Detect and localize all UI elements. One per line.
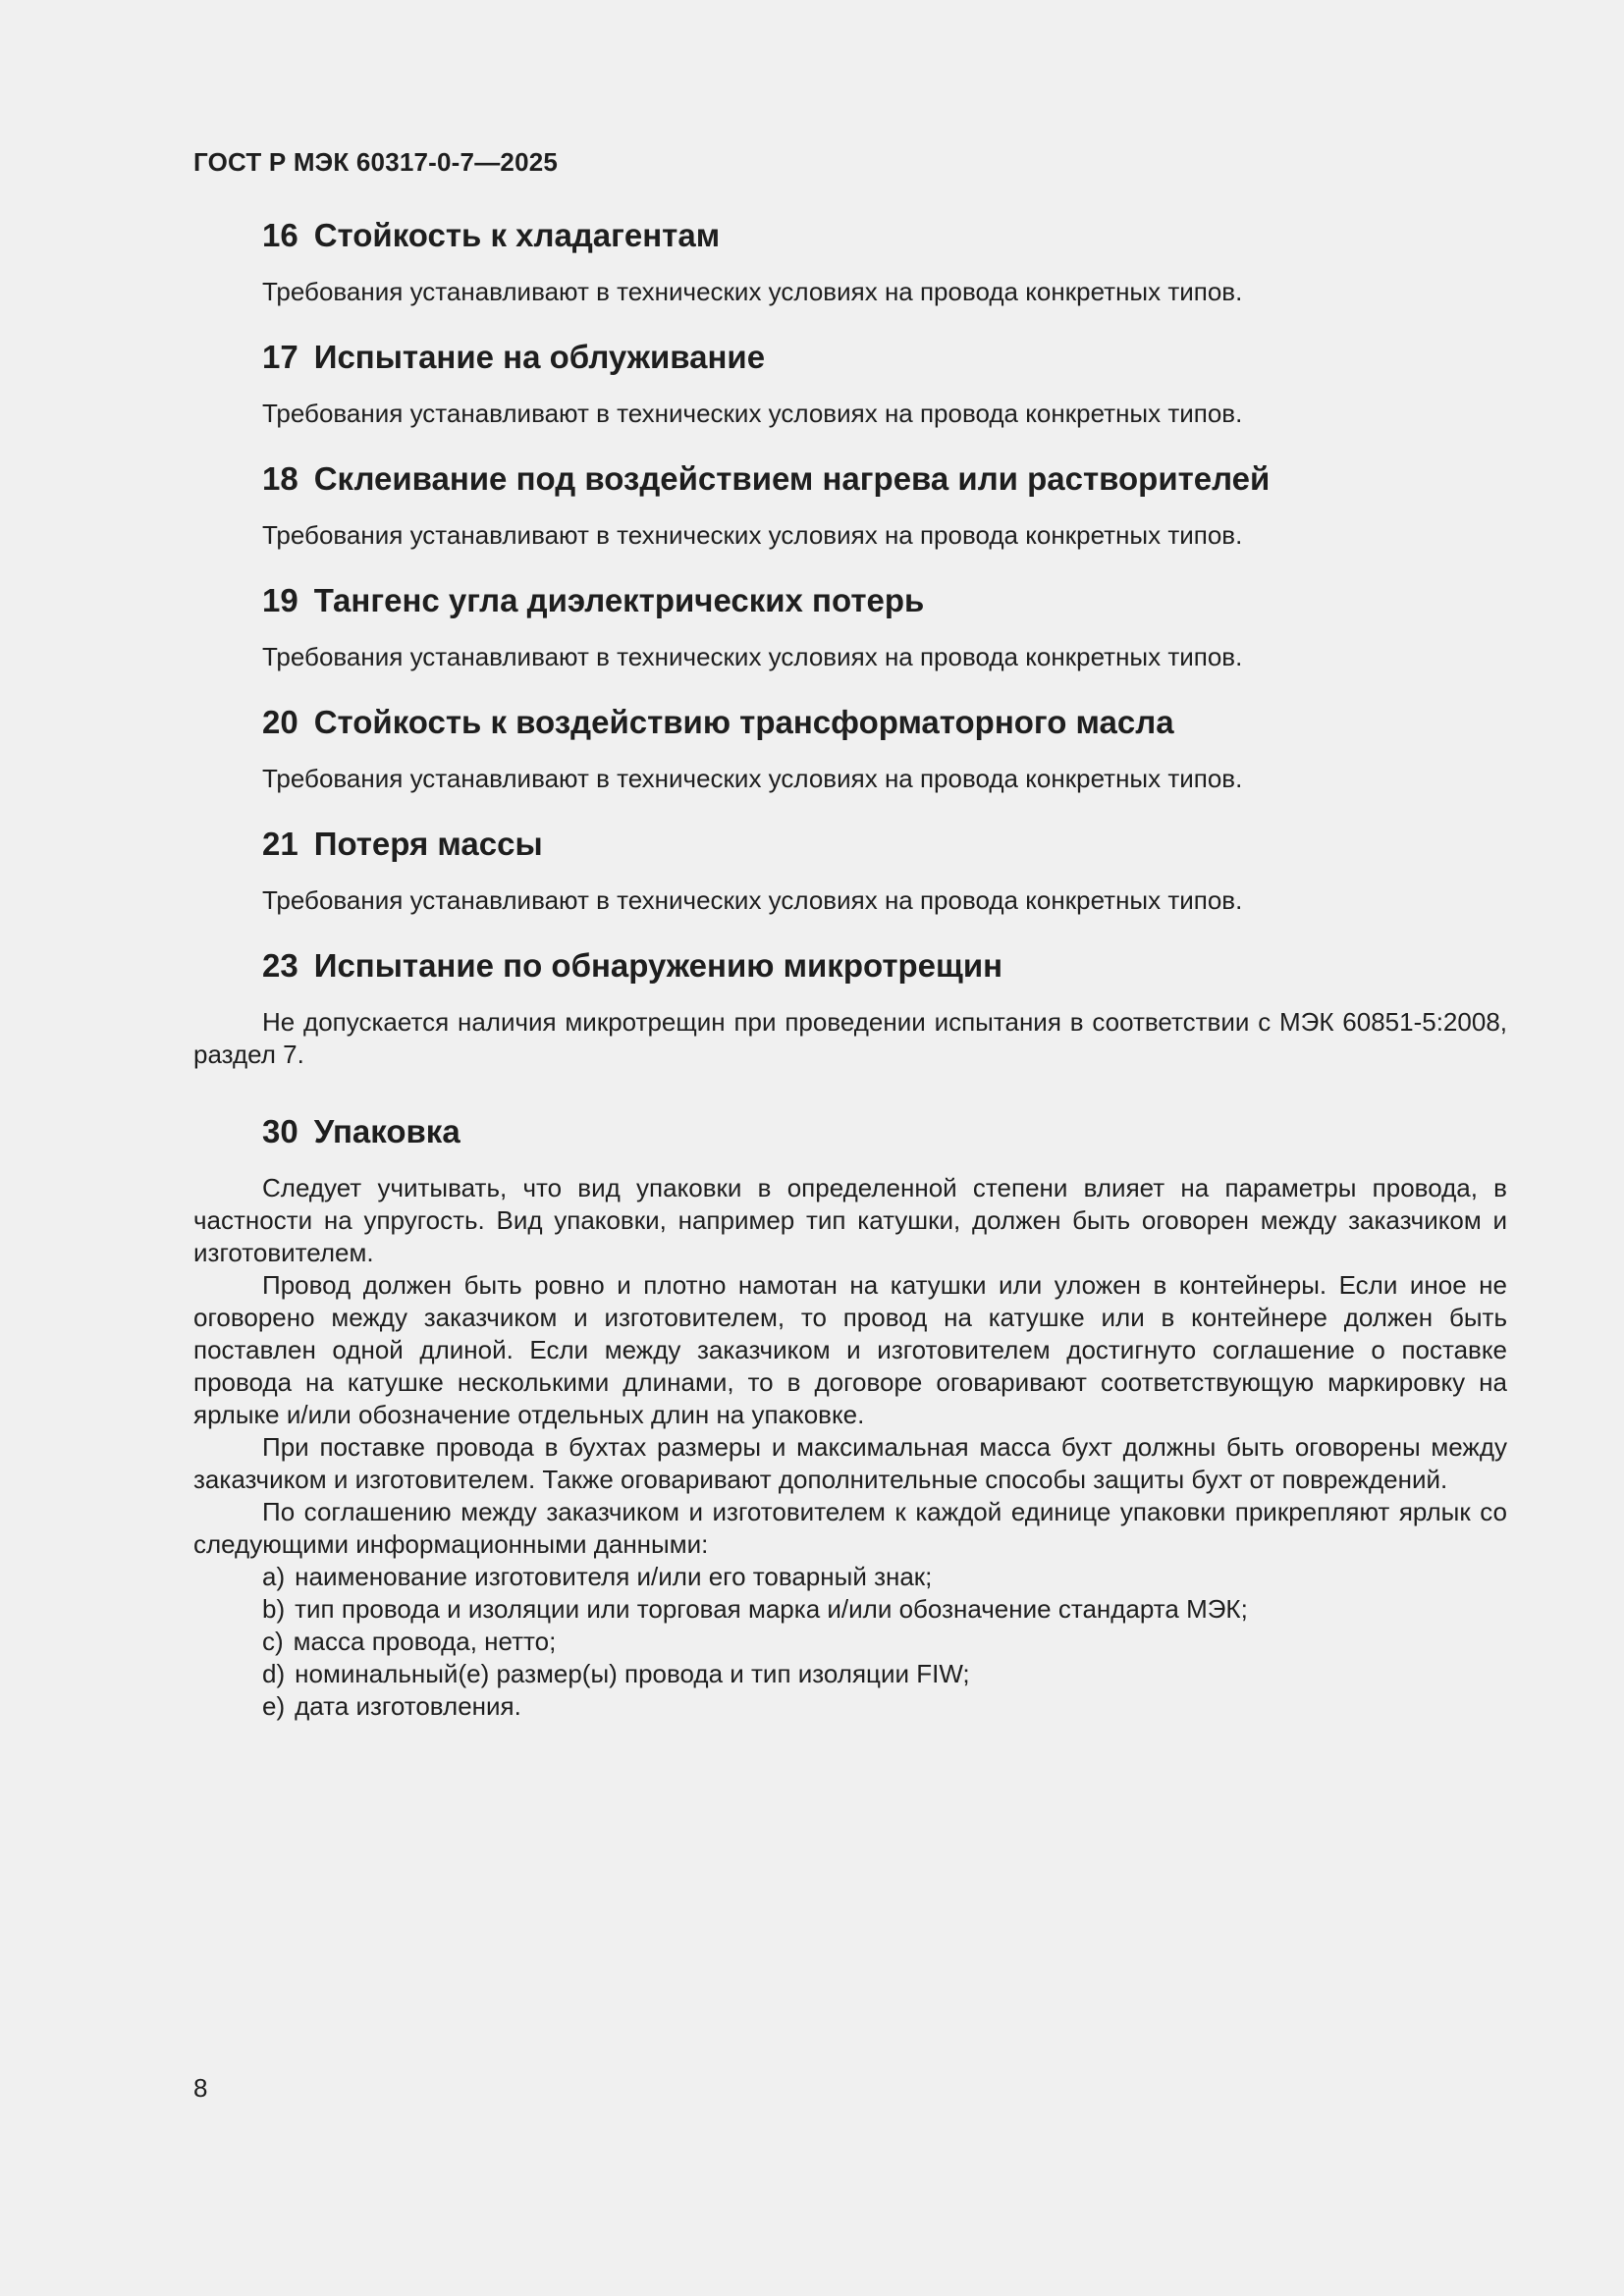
document-header: ГОСТ Р МЭК 60317-0-7—2025 (193, 147, 559, 177)
section-title: Тангенс угла диэлектрических потерь (313, 582, 925, 618)
section-title: Стойкость к хладагентам (313, 217, 721, 253)
section-title: Упаковка (313, 1113, 460, 1149)
section-heading (262, 338, 1507, 377)
list-item (262, 1593, 1507, 1626)
list-item-text: дата изготовления. (295, 1691, 521, 1721)
section-number: 20 (262, 704, 298, 740)
list-item-letter: d) (262, 1659, 286, 1688)
section-text: Требования устанавливают в технических условиях на провода конкретных типов. (262, 399, 1243, 428)
section-19 (193, 581, 1507, 673)
section-16 (193, 216, 1507, 308)
section-text: Требования устанавливают в технических условиях на провода конкретных типов. (262, 642, 1243, 671)
list-item (262, 1690, 1507, 1723)
section-heading (262, 1112, 1507, 1151)
section-paragraph: Провод должен быть ровно и плотно намотан на катушки или уложен в контейнеры. Если иное не оговорено между заказчиком и изготовителем, то провод на катушке или в контейнере должен быть поставлен одной длиной. Если между заказчиком и изготовителем достигнуто соглашение о поставке провода на катушке несколькими длинами, то в договоре оговаривают соответствующую маркировку на ярлыке и/или обозначение отдельных длин на упаковке. (193, 1270, 1507, 1429)
section-number: 21 (262, 826, 298, 862)
section-text: Требования устанавливают в технических условиях на провода конкретных типов. (262, 764, 1243, 793)
page-content (193, 216, 1507, 1752)
section-20 (193, 703, 1507, 795)
section-title: Потеря массы (313, 826, 543, 862)
list-item-letter: с) (262, 1627, 284, 1656)
page-number: 8 (193, 2073, 208, 2103)
section-17 (193, 338, 1507, 430)
section-heading (262, 581, 1507, 620)
section-paragraph: Не допускается наличия микротрещин при проведении испытания в соответствии с МЭК 60851-5:2008, раздел 7. (193, 1007, 1507, 1069)
section-paragraph: Следует учитывать, что вид упаковки в определенной степени влияет на параметры провода, в частности на упругость. Вид упаковки, например тип катушки, должен быть оговорен между заказчиком и изготовителем. (193, 1173, 1507, 1267)
section-18 (193, 459, 1507, 552)
section-title: Стойкость к воздействию трансформаторного масла (313, 704, 1174, 740)
label-info-list (193, 1561, 1507, 1723)
section-text: Требования устанавливают в технических условиях на провода конкретных типов. (262, 885, 1243, 915)
list-item-text: номинальный(е) размер(ы) провода и тип изоляции FIW; (295, 1659, 970, 1688)
section-paragraph: По соглашению между заказчиком и изготовителем к каждой единице упаковки прикрепляют ярлык со следующими информационными данными: (193, 1497, 1507, 1559)
list-item (262, 1626, 1507, 1658)
list-item-letter: а) (262, 1562, 286, 1591)
section-title: Испытание по обнаружению микротрещин (313, 947, 1003, 984)
section-21 (193, 825, 1507, 917)
list-item-letter: е) (262, 1691, 286, 1721)
section-heading (262, 216, 1507, 255)
section-heading (262, 825, 1507, 864)
section-heading (262, 703, 1507, 742)
section-number: 23 (262, 947, 298, 984)
list-item (262, 1561, 1507, 1593)
list-item (262, 1658, 1507, 1690)
section-number: 16 (262, 217, 298, 253)
section-number: 18 (262, 460, 298, 497)
section-heading (262, 946, 1507, 986)
section-number: 17 (262, 339, 298, 375)
section-23 (193, 946, 1507, 1071)
list-item-letter: b) (262, 1594, 286, 1624)
section-title: Испытание на облуживание (313, 339, 766, 375)
section-30 (193, 1112, 1507, 1723)
section-title: Склеивание под воздействием нагрева или растворителей (313, 460, 1271, 497)
section-paragraph: При поставке провода в бухтах размеры и максимальная масса бухт должны быть оговорены между заказчиком и изготовителем. Также оговаривают дополнительные способы защиты бухт от повреждений. (193, 1432, 1507, 1494)
section-text: Требования устанавливают в технических условиях на провода конкретных типов. (262, 520, 1243, 550)
list-item-text: наименование изготовителя и/или его товарный знак; (295, 1562, 933, 1591)
section-heading (262, 459, 1507, 499)
list-item-text: тип провода и изоляции или торговая марка и/или обозначение стандарта МЭК; (295, 1594, 1248, 1624)
list-item-text: масса провода, нетто; (293, 1627, 557, 1656)
section-text: Требования устанавливают в технических условиях на провода конкретных типов. (262, 277, 1243, 306)
section-number: 19 (262, 582, 298, 618)
section-number: 30 (262, 1113, 298, 1149)
